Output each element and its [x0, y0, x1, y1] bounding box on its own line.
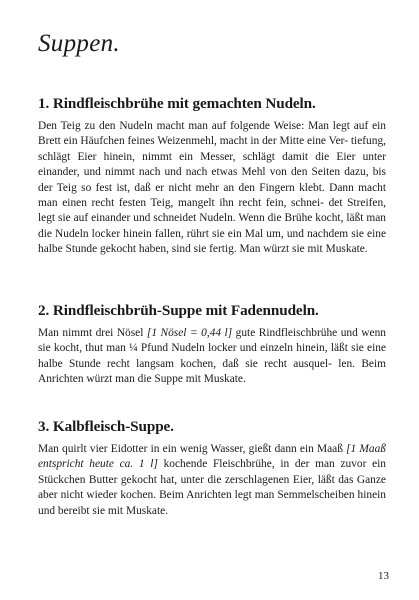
editor-note: [1 Maaß entspricht heute ca. 1 l] [38, 443, 386, 471]
recipe-text [38, 442, 386, 519]
recipe-text [38, 119, 386, 258]
recipe-section-3 [38, 418, 386, 519]
text-line: dazu, bis der Teig so fest ist, daß er nicht mehr an den Fingern klebt. [38, 166, 386, 194]
text-line: ein Brett ein Häufchen feines Weizenmehl, macht in der Mitte eine Ver- [38, 120, 386, 148]
recipe-heading: 2. Rindfleischbrüh-Suppe mit Fadennudeln. [38, 302, 319, 319]
text-line: Man würzt sie mit Muskate. [239, 243, 368, 256]
text-line: Brühe kocht, läßt man die Nudeln locker hinein fallen, rührt sie ein Mal [38, 212, 386, 240]
text-fragment: kochende Fleischbrühe, in der man [157, 458, 335, 471]
text-line: len. Beim Anrichten würzt man die Suppe mit Muskate. [38, 357, 386, 386]
editor-note: [1 Nösel = 0,44 l] [146, 327, 233, 339]
page-number: 13 [378, 570, 389, 582]
text-line: det Streifen, legt sie auf einander und schneidet Nudeln. Wenn die [38, 197, 386, 225]
text-fragment: Man nimmt drei Nösel [38, 327, 147, 339]
text-line: unter einander, und nimmt nach und nach etwas Mehl von den Seiten [38, 150, 386, 179]
text-line: Semmelscheiben hinein und bereibt sie mit Muskate. [38, 489, 386, 517]
text-line: läßt sie eine halbe Stunde recht langsam kochen, daß sie recht ausquel- [38, 342, 386, 370]
text-line: Dann macht man einen recht festen Teig, mangelt ihn recht fein, schnei- [38, 181, 386, 210]
recipe-section-2 [38, 302, 386, 388]
text-fragment: gute Rindfleischbrühe und [232, 327, 358, 339]
text-line: läßt das Ganze aber nicht wieder kochen. Beim Anrichten legt man [38, 473, 386, 502]
text-line: tiefung, schlägt Eier hinein, nimmt ein Messer, schlägt damit die Eier [38, 135, 386, 163]
text-line: zuvor ein Stückchen Butter gekocht hat, unter die zerschlagenen Eier, [38, 458, 386, 486]
recipe-text [38, 326, 386, 388]
chapter-title: Suppen. [38, 30, 120, 57]
text-line: wenn sie kocht, thut man ¼ Pfund Nudeln locker und einzeln hinein, [38, 327, 386, 355]
text-line: um, und nachdem sie eine halbe Stunde gekocht haben, sind sie fertig. [38, 227, 386, 256]
recipe-section-1 [38, 95, 386, 258]
recipe-heading: 3. Kalbfleisch-Suppe. [38, 418, 174, 435]
recipe-heading: 1. Rindfleischbrühe mit gemachten Nudeln. [38, 95, 316, 112]
text-line: Man quirlt vier Eidotter in ein wenig Wasser, gießt dann ein Maaß [38, 443, 343, 455]
text-line: Den Teig zu den Nudeln macht man auf folgende Weise: Man legt auf [38, 120, 369, 132]
